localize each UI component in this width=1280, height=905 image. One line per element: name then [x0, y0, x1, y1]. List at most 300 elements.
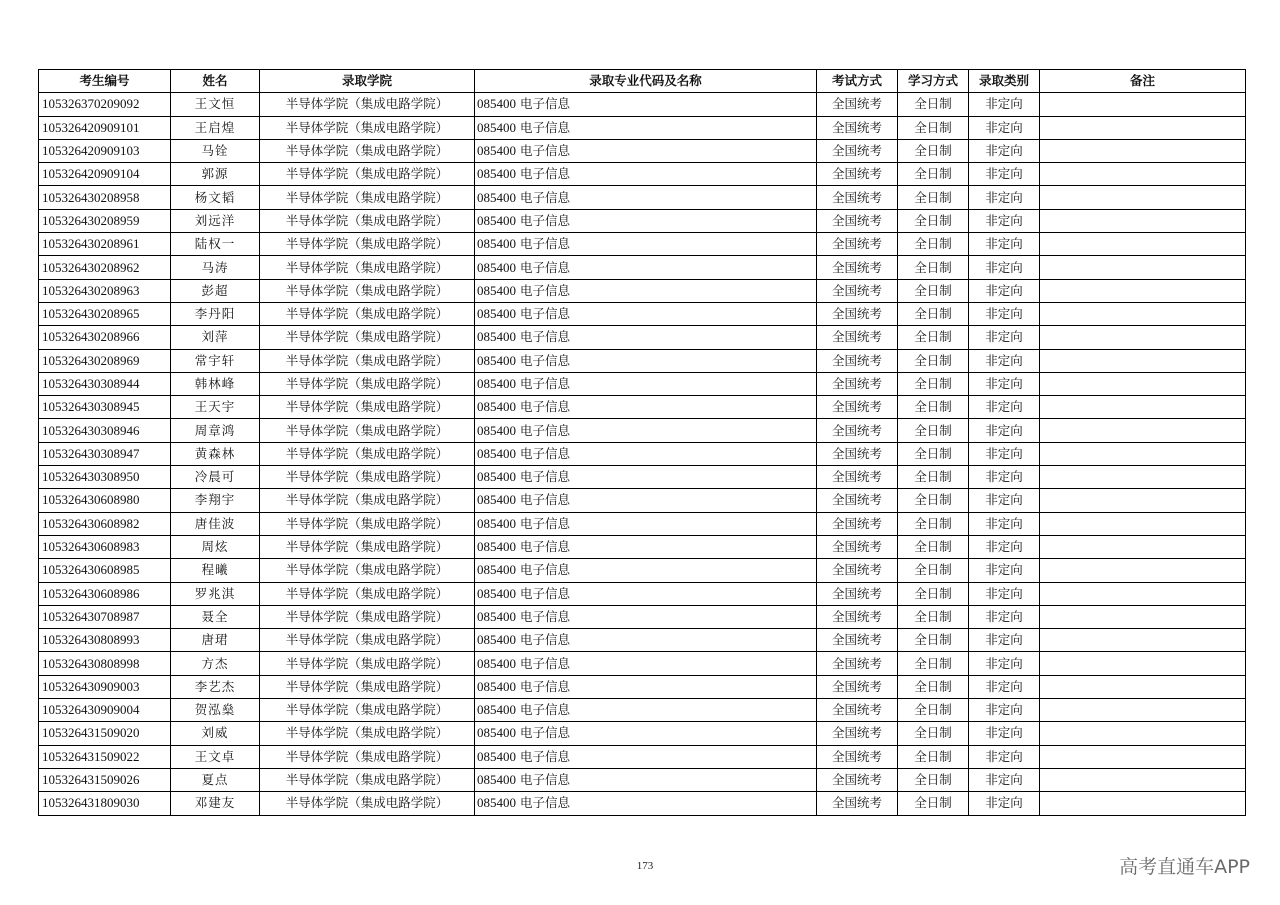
college-cell: 半导体学院（集成电路学院） — [260, 489, 475, 512]
major-cell — [475, 535, 817, 558]
candidate-id-cell: 105326430608982 — [39, 512, 171, 535]
college-cell: 半导体学院（集成电路学院） — [260, 233, 475, 256]
major-code: 085400 — [477, 166, 516, 182]
table-row — [39, 279, 1246, 302]
student-name-cell: 罗兆淇 — [171, 582, 260, 605]
major-cell — [475, 792, 817, 815]
student-name-cell: 李丹阳 — [171, 302, 260, 325]
admission-type-cell: 非定向 — [969, 605, 1040, 628]
admission-type-cell: 非定向 — [969, 722, 1040, 745]
header-major: 录取专业代码及名称 — [475, 70, 817, 93]
college-cell: 半导体学院（集成电路学院） — [260, 442, 475, 465]
college-cell: 半导体学院（集成电路学院） — [260, 93, 475, 116]
remarks-cell — [1040, 512, 1246, 535]
remarks-cell — [1040, 745, 1246, 768]
major-name: 电子信息 — [519, 282, 570, 298]
table-row — [39, 442, 1246, 465]
candidate-id-cell: 105326430808993 — [39, 629, 171, 652]
student-name-cell: 陆权一 — [171, 233, 260, 256]
major-name: 电子信息 — [519, 585, 570, 601]
remarks-cell — [1040, 326, 1246, 349]
admission-type-cell: 非定向 — [969, 466, 1040, 489]
student-name-cell: 马铨 — [171, 139, 260, 162]
major-name: 电子信息 — [519, 166, 570, 182]
major-code: 085400 — [477, 189, 516, 205]
admission-type-cell: 非定向 — [969, 419, 1040, 442]
table-row — [39, 792, 1246, 815]
major-cell — [475, 163, 817, 186]
student-name-cell: 马涛 — [171, 256, 260, 279]
major-cell — [475, 722, 817, 745]
major-name: 电子信息 — [519, 143, 570, 159]
college-cell: 半导体学院（集成电路学院） — [260, 209, 475, 232]
major-cell — [475, 186, 817, 209]
study-mode-cell: 全日制 — [898, 466, 969, 489]
student-name-cell: 王启煌 — [171, 116, 260, 139]
major-cell — [475, 629, 817, 652]
admission-type-cell: 非定向 — [969, 629, 1040, 652]
major-cell — [475, 396, 817, 419]
major-code: 085400 — [477, 632, 516, 648]
study-mode-cell: 全日制 — [898, 605, 969, 628]
college-cell: 半导体学院（集成电路学院） — [260, 652, 475, 675]
candidate-id-cell: 105326430909003 — [39, 675, 171, 698]
header-study-mode: 学习方式 — [898, 70, 969, 93]
college-cell: 半导体学院（集成电路学院） — [260, 466, 475, 489]
major-cell — [475, 675, 817, 698]
admission-type-cell: 非定向 — [969, 652, 1040, 675]
admission-type-cell: 非定向 — [969, 396, 1040, 419]
table-row — [39, 512, 1246, 535]
exam-type-cell: 全国统考 — [817, 326, 898, 349]
student-name-cell: 方杰 — [171, 652, 260, 675]
remarks-cell — [1040, 559, 1246, 582]
exam-type-cell: 全国统考 — [817, 302, 898, 325]
study-mode-cell: 全日制 — [898, 582, 969, 605]
major-name: 电子信息 — [519, 306, 570, 322]
student-name-cell: 韩林峰 — [171, 372, 260, 395]
major-name: 电子信息 — [519, 422, 570, 438]
exam-type-cell: 全国统考 — [817, 722, 898, 745]
candidate-id-cell: 105326430608980 — [39, 489, 171, 512]
candidate-id-cell: 105326430808998 — [39, 652, 171, 675]
table-row — [39, 722, 1246, 745]
table-row — [39, 256, 1246, 279]
major-code: 085400 — [477, 515, 516, 531]
major-code: 085400 — [477, 445, 516, 461]
major-code: 085400 — [477, 608, 516, 624]
student-name-cell: 黄森林 — [171, 442, 260, 465]
table-body — [39, 93, 1246, 815]
major-code: 085400 — [477, 376, 516, 391]
major-code: 085400 — [477, 492, 516, 508]
candidate-id-cell: 105326430208962 — [39, 256, 171, 279]
student-name-cell: 常宇轩 — [171, 349, 260, 372]
major-code: 085400 — [477, 259, 516, 275]
study-mode-cell: 全日制 — [898, 722, 969, 745]
major-name: 电子信息 — [519, 632, 570, 648]
major-cell — [475, 419, 817, 442]
admission-type-cell: 非定向 — [969, 163, 1040, 186]
study-mode-cell: 全日制 — [898, 93, 969, 116]
exam-type-cell: 全国统考 — [817, 139, 898, 162]
remarks-cell — [1040, 186, 1246, 209]
college-cell: 半导体学院（集成电路学院） — [260, 302, 475, 325]
exam-type-cell: 全国统考 — [817, 792, 898, 815]
major-code: 085400 — [477, 655, 516, 671]
major-cell — [475, 349, 817, 372]
study-mode-cell: 全日制 — [898, 372, 969, 395]
major-cell — [475, 93, 817, 116]
major-cell — [475, 605, 817, 628]
admission-type-cell: 非定向 — [969, 186, 1040, 209]
table-row — [39, 559, 1246, 582]
admission-type-cell: 非定向 — [969, 116, 1040, 139]
student-name-cell: 唐珺 — [171, 629, 260, 652]
table-row — [39, 466, 1246, 489]
header-name: 姓名 — [171, 70, 260, 93]
table-row — [39, 302, 1246, 325]
major-code: 085400 — [477, 143, 516, 159]
study-mode-cell: 全日制 — [898, 675, 969, 698]
exam-type-cell: 全国统考 — [817, 163, 898, 186]
college-cell: 半导体学院（集成电路学院） — [260, 512, 475, 535]
exam-type-cell: 全国统考 — [817, 629, 898, 652]
major-name: 电子信息 — [519, 445, 570, 461]
college-cell: 半导体学院（集成电路学院） — [260, 675, 475, 698]
major-name: 电子信息 — [519, 469, 570, 485]
major-code: 085400 — [477, 306, 516, 322]
table-row — [39, 582, 1246, 605]
major-name: 电子信息 — [519, 772, 570, 788]
study-mode-cell: 全日制 — [898, 792, 969, 815]
admission-type-cell: 非定向 — [969, 489, 1040, 512]
remarks-cell — [1040, 256, 1246, 279]
remarks-cell — [1040, 442, 1246, 465]
remarks-cell — [1040, 396, 1246, 419]
remarks-cell — [1040, 699, 1246, 722]
admission-type-cell: 非定向 — [969, 279, 1040, 302]
exam-type-cell: 全国统考 — [817, 675, 898, 698]
student-name-cell: 程曦 — [171, 559, 260, 582]
remarks-cell — [1040, 93, 1246, 116]
major-cell — [475, 512, 817, 535]
student-name-cell: 冷晨可 — [171, 466, 260, 489]
major-name: 电子信息 — [519, 376, 570, 391]
major-name: 电子信息 — [519, 259, 570, 275]
candidate-id-cell: 105326431509022 — [39, 745, 171, 768]
admission-type-cell: 非定向 — [969, 792, 1040, 815]
major-name: 电子信息 — [519, 492, 570, 508]
major-cell — [475, 116, 817, 139]
candidate-id-cell: 105326420909104 — [39, 163, 171, 186]
major-cell — [475, 466, 817, 489]
student-name-cell: 王文恒 — [171, 93, 260, 116]
admission-type-cell: 非定向 — [969, 302, 1040, 325]
college-cell: 半导体学院（集成电路学院） — [260, 163, 475, 186]
major-cell — [475, 139, 817, 162]
major-code: 085400 — [477, 329, 516, 345]
remarks-cell — [1040, 652, 1246, 675]
major-cell — [475, 652, 817, 675]
table-row — [39, 93, 1246, 116]
admission-type-cell: 非定向 — [969, 326, 1040, 349]
major-cell — [475, 489, 817, 512]
table-row — [39, 535, 1246, 558]
table-row — [39, 489, 1246, 512]
major-cell — [475, 372, 817, 395]
major-code: 085400 — [477, 469, 516, 485]
header-exam-type: 考试方式 — [817, 70, 898, 93]
exam-type-cell: 全国统考 — [817, 419, 898, 442]
major-name: 电子信息 — [519, 702, 570, 718]
remarks-cell — [1040, 139, 1246, 162]
student-name-cell: 王文卓 — [171, 745, 260, 768]
candidate-id-cell: 105326430909004 — [39, 699, 171, 722]
major-cell — [475, 559, 817, 582]
major-code: 085400 — [477, 678, 516, 694]
remarks-cell — [1040, 349, 1246, 372]
study-mode-cell: 全日制 — [898, 139, 969, 162]
college-cell: 半导体学院（集成电路学院） — [260, 629, 475, 652]
admission-type-cell: 非定向 — [969, 442, 1040, 465]
admission-type-cell: 非定向 — [969, 93, 1040, 116]
admission-type-cell: 非定向 — [969, 745, 1040, 768]
exam-type-cell: 全国统考 — [817, 256, 898, 279]
admission-type-cell: 非定向 — [969, 768, 1040, 791]
college-cell: 半导体学院（集成电路学院） — [260, 186, 475, 209]
candidate-id-cell: 105326430308944 — [39, 372, 171, 395]
study-mode-cell: 全日制 — [898, 419, 969, 442]
college-cell: 半导体学院（集成电路学院） — [260, 349, 475, 372]
admission-type-cell: 非定向 — [969, 139, 1040, 162]
study-mode-cell: 全日制 — [898, 489, 969, 512]
candidate-id-cell: 105326430208958 — [39, 186, 171, 209]
student-name-cell: 周炫 — [171, 535, 260, 558]
table-row — [39, 349, 1246, 372]
candidate-id-cell: 105326430608986 — [39, 582, 171, 605]
remarks-cell — [1040, 233, 1246, 256]
college-cell: 半导体学院（集成电路学院） — [260, 139, 475, 162]
major-cell — [475, 745, 817, 768]
admission-table — [38, 69, 1246, 816]
candidate-id-cell: 105326430308946 — [39, 419, 171, 442]
study-mode-cell: 全日制 — [898, 186, 969, 209]
college-cell: 半导体学院（集成电路学院） — [260, 326, 475, 349]
study-mode-cell: 全日制 — [898, 163, 969, 186]
watermark-text: 高考直通车APP — [1119, 856, 1250, 878]
candidate-id-cell: 105326430208961 — [39, 233, 171, 256]
table-header — [39, 70, 1246, 93]
exam-type-cell: 全国统考 — [817, 699, 898, 722]
college-cell: 半导体学院（集成电路学院） — [260, 419, 475, 442]
remarks-cell — [1040, 279, 1246, 302]
candidate-id-cell: 105326430208966 — [39, 326, 171, 349]
candidate-id-cell: 105326430308945 — [39, 396, 171, 419]
remarks-cell — [1040, 768, 1246, 791]
exam-type-cell: 全国统考 — [817, 582, 898, 605]
remarks-cell — [1040, 582, 1246, 605]
major-code: 085400 — [477, 702, 516, 718]
major-code: 085400 — [477, 748, 516, 764]
header-admission-type: 录取类别 — [969, 70, 1040, 93]
candidate-id-cell: 105326420909101 — [39, 116, 171, 139]
student-name-cell: 王天宇 — [171, 396, 260, 419]
exam-type-cell: 全国统考 — [817, 512, 898, 535]
major-code: 085400 — [477, 352, 516, 368]
admission-type-cell: 非定向 — [969, 372, 1040, 395]
page-number: 173 — [636, 860, 654, 872]
college-cell: 半导体学院（集成电路学院） — [260, 582, 475, 605]
student-name-cell: 夏点 — [171, 768, 260, 791]
study-mode-cell: 全日制 — [898, 233, 969, 256]
college-cell: 半导体学院（集成电路学院） — [260, 745, 475, 768]
major-cell — [475, 302, 817, 325]
admission-type-cell: 非定向 — [969, 209, 1040, 232]
remarks-cell — [1040, 535, 1246, 558]
major-code: 085400 — [477, 119, 516, 135]
admission-type-cell: 非定向 — [969, 349, 1040, 372]
study-mode-cell: 全日制 — [898, 349, 969, 372]
major-code: 085400 — [477, 399, 516, 415]
admission-type-cell: 非定向 — [969, 675, 1040, 698]
major-name: 电子信息 — [519, 655, 570, 671]
major-name: 电子信息 — [519, 189, 570, 205]
remarks-cell — [1040, 302, 1246, 325]
table-row — [39, 605, 1246, 628]
exam-type-cell: 全国统考 — [817, 116, 898, 139]
college-cell: 半导体学院（集成电路学院） — [260, 792, 475, 815]
candidate-id-cell: 105326431809030 — [39, 792, 171, 815]
exam-type-cell: 全国统考 — [817, 768, 898, 791]
header-row — [39, 70, 1246, 93]
college-cell: 半导体学院（集成电路学院） — [260, 559, 475, 582]
major-name: 电子信息 — [519, 795, 570, 811]
table-row — [39, 699, 1246, 722]
major-cell — [475, 582, 817, 605]
college-cell: 半导体学院（集成电路学院） — [260, 699, 475, 722]
major-code: 085400 — [477, 236, 516, 252]
header-candidate-id: 考生编号 — [39, 70, 171, 93]
candidate-id-cell: 105326430608985 — [39, 559, 171, 582]
remarks-cell — [1040, 419, 1246, 442]
admission-type-cell: 非定向 — [969, 535, 1040, 558]
major-code: 085400 — [477, 772, 516, 788]
study-mode-cell: 全日制 — [898, 302, 969, 325]
student-name-cell: 聂全 — [171, 605, 260, 628]
candidate-id-cell: 105326430308950 — [39, 466, 171, 489]
major-code: 085400 — [477, 212, 516, 228]
student-name-cell: 刘萍 — [171, 326, 260, 349]
table-row — [39, 326, 1246, 349]
major-code: 085400 — [477, 795, 516, 811]
major-name: 电子信息 — [519, 725, 570, 741]
remarks-cell — [1040, 629, 1246, 652]
college-cell: 半导体学院（集成电路学院） — [260, 116, 475, 139]
exam-type-cell: 全国统考 — [817, 372, 898, 395]
study-mode-cell: 全日制 — [898, 559, 969, 582]
table-row — [39, 396, 1246, 419]
major-code: 085400 — [477, 585, 516, 601]
college-cell: 半导体学院（集成电路学院） — [260, 535, 475, 558]
study-mode-cell: 全日制 — [898, 116, 969, 139]
header-college: 录取学院 — [260, 70, 475, 93]
admission-type-cell: 非定向 — [969, 256, 1040, 279]
exam-type-cell: 全国统考 — [817, 559, 898, 582]
major-name: 电子信息 — [519, 212, 570, 228]
study-mode-cell: 全日制 — [898, 396, 969, 419]
candidate-id-cell: 105326430208969 — [39, 349, 171, 372]
candidate-id-cell: 105326430208963 — [39, 279, 171, 302]
major-name: 电子信息 — [519, 96, 570, 112]
student-name-cell: 刘远洋 — [171, 209, 260, 232]
exam-type-cell: 全国统考 — [817, 466, 898, 489]
candidate-id-cell: 105326430608983 — [39, 535, 171, 558]
study-mode-cell: 全日制 — [898, 442, 969, 465]
major-code: 085400 — [477, 562, 516, 578]
study-mode-cell: 全日制 — [898, 745, 969, 768]
major-name: 电子信息 — [519, 352, 570, 368]
major-code: 085400 — [477, 96, 516, 112]
college-cell: 半导体学院（集成电路学院） — [260, 722, 475, 745]
candidate-id-cell: 105326430708987 — [39, 605, 171, 628]
admission-type-cell: 非定向 — [969, 233, 1040, 256]
major-cell — [475, 699, 817, 722]
study-mode-cell: 全日制 — [898, 652, 969, 675]
table-row — [39, 186, 1246, 209]
major-name: 电子信息 — [519, 562, 570, 578]
exam-type-cell: 全国统考 — [817, 745, 898, 768]
exam-type-cell: 全国统考 — [817, 489, 898, 512]
major-code: 085400 — [477, 422, 516, 438]
major-cell — [475, 279, 817, 302]
study-mode-cell: 全日制 — [898, 209, 969, 232]
major-cell — [475, 209, 817, 232]
admission-type-cell: 非定向 — [969, 699, 1040, 722]
table-row — [39, 372, 1246, 395]
student-name-cell: 贺泓燊 — [171, 699, 260, 722]
major-cell — [475, 233, 817, 256]
exam-type-cell: 全国统考 — [817, 535, 898, 558]
candidate-id-cell: 105326430208959 — [39, 209, 171, 232]
exam-type-cell: 全国统考 — [817, 93, 898, 116]
major-name: 电子信息 — [519, 399, 570, 415]
candidate-id-cell: 105326430308947 — [39, 442, 171, 465]
college-cell: 半导体学院（集成电路学院） — [260, 605, 475, 628]
exam-type-cell: 全国统考 — [817, 396, 898, 419]
student-name-cell: 李翔宇 — [171, 489, 260, 512]
student-name-cell: 唐佳波 — [171, 512, 260, 535]
exam-type-cell: 全国统考 — [817, 186, 898, 209]
student-name-cell: 周章鸿 — [171, 419, 260, 442]
table-row — [39, 163, 1246, 186]
major-name: 电子信息 — [519, 748, 570, 764]
major-name: 电子信息 — [519, 515, 570, 531]
student-name-cell: 李艺杰 — [171, 675, 260, 698]
remarks-cell — [1040, 466, 1246, 489]
candidate-id-cell: 105326430208965 — [39, 302, 171, 325]
remarks-cell — [1040, 605, 1246, 628]
major-name: 电子信息 — [519, 539, 570, 555]
major-code: 085400 — [477, 282, 516, 298]
major-cell — [475, 326, 817, 349]
major-cell — [475, 442, 817, 465]
study-mode-cell: 全日制 — [898, 535, 969, 558]
table-row — [39, 629, 1246, 652]
table-row — [39, 116, 1246, 139]
college-cell: 半导体学院（集成电路学院） — [260, 372, 475, 395]
table-row — [39, 139, 1246, 162]
